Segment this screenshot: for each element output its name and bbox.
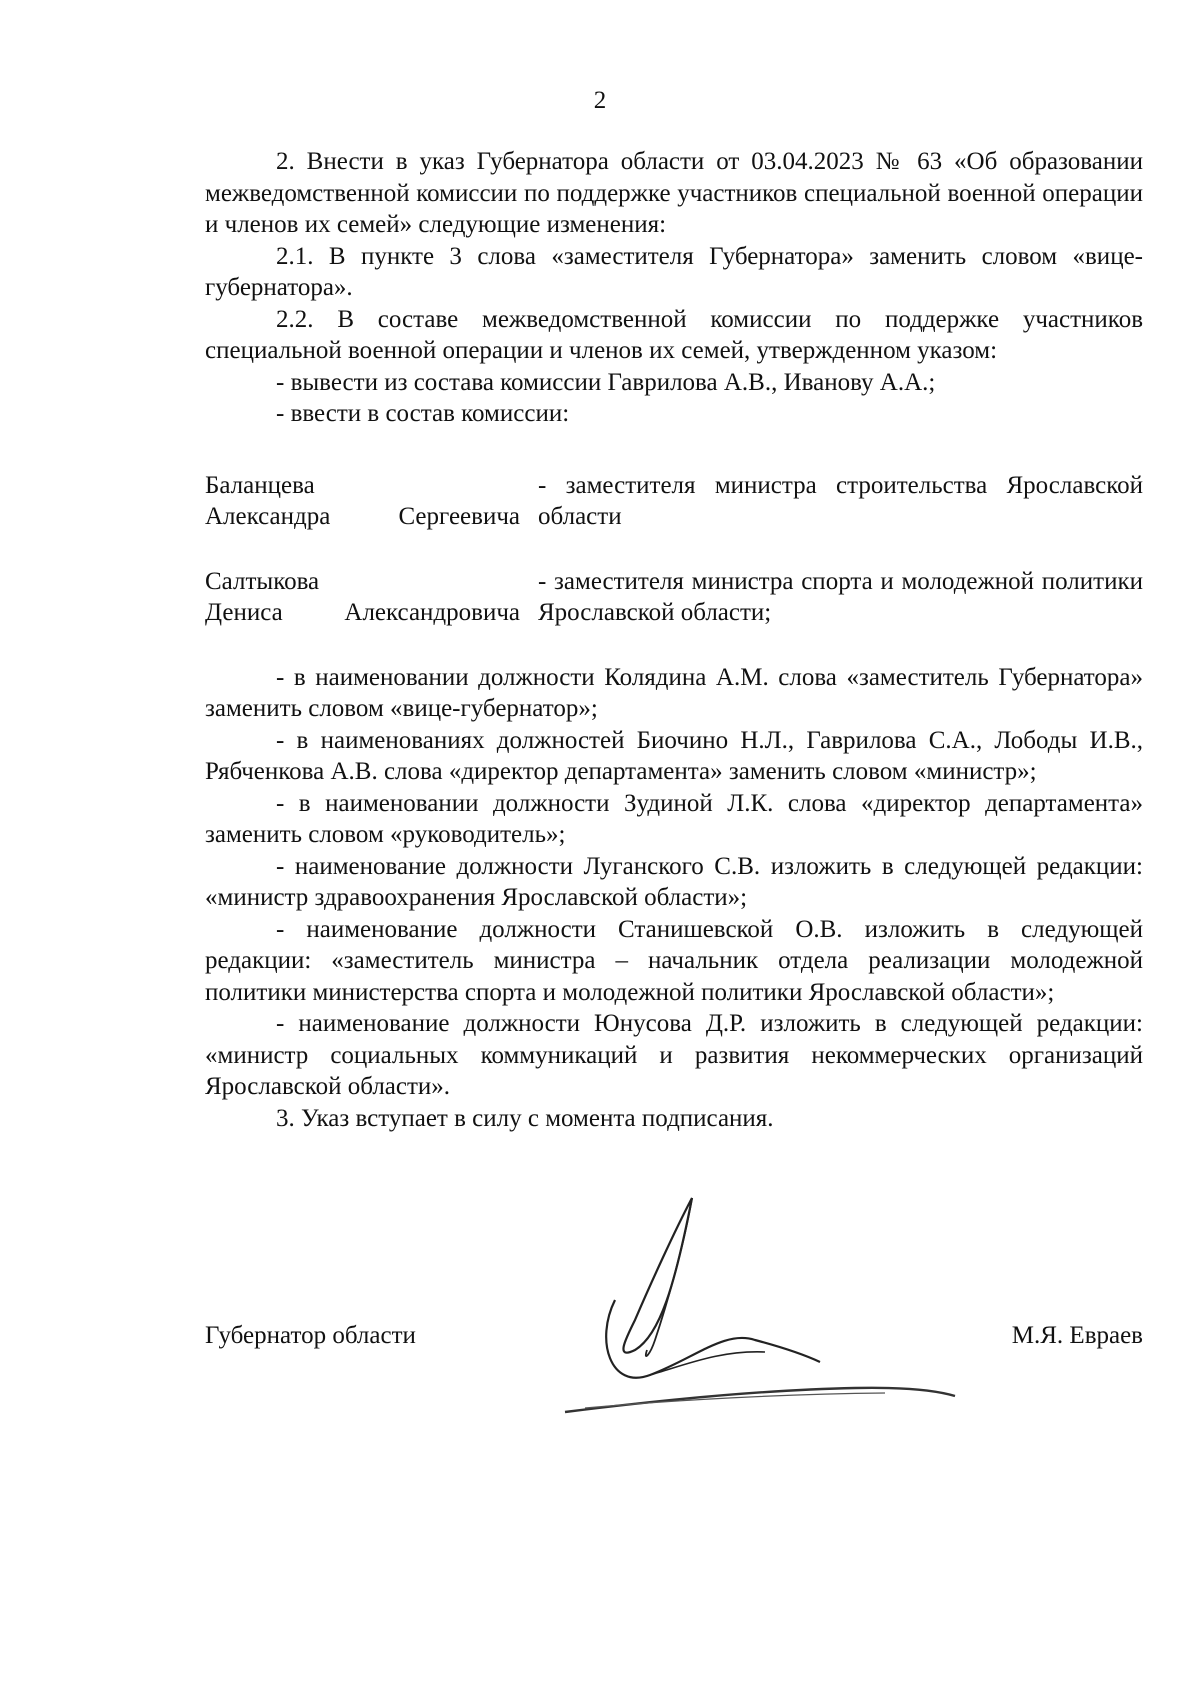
member-given-name: Александра Сергеевича: [205, 503, 520, 530]
member-role: - заместителя министра спорта и молодежной политики Ярославской области;: [538, 567, 1143, 626]
member-given-name: Дениса Александровича: [205, 599, 520, 626]
member-role: - заместителя министра строительства Ярославской области: [538, 471, 1143, 530]
amendment-item: - в наименованиях должностей Биочино Н.Л., Гаврилова С.А., Лободы И.В., Рябченкова А.В. слова «директор департамента» заменить словом «министр»;: [205, 726, 1143, 785]
handwritten-signature: [555, 1190, 995, 1420]
amendment-item: - в наименовании должности Колядина А.М. слова «заместитель Губернатора» заменить словом «вице-губернатор»;: [205, 663, 1143, 722]
paragraph-item-2-2: 2.2. В составе межведомственной комиссии по поддержке участников специальной военной операции и членов их семей, утвержденном указом:: [205, 305, 1143, 364]
member-entry: [205, 470, 1143, 533]
amendment-item: - наименование должности Юнусова Д.Р. изложить в следующей редакции: «министр социальных коммуникаций и развития некоммерческих организаций Ярославской области».: [205, 1010, 1143, 1100]
signatory-title: Губернатор области: [205, 1322, 416, 1349]
amendment-item: - наименование должности Луганского С.В. изложить в следующей редакции: «министр здравоохранения Ярославской области»;: [205, 852, 1143, 911]
member-surname: Салтыкова: [205, 567, 320, 595]
document-body: [205, 146, 1143, 1134]
member-surname: Баланцева: [205, 471, 315, 499]
paragraph-item-2-1: 2.1. В пункте 3 слова «заместителя Губернатора» заменить словом «вице-губернатора».: [205, 242, 1143, 301]
signature-block: [205, 1320, 1143, 1360]
paragraph-item-3: 3. Указ вступает в силу с момента подписания.: [276, 1104, 774, 1132]
paragraph-item-2: 2. Внести в указ Губернатора области от 03.04.2023 № 63 «Об образовании межведомственной комиссии по поддержке участников специальной военной операции и членов их семей» следующие изменения:: [205, 148, 1143, 238]
page-number: 2: [593, 87, 607, 114]
member-entry: [205, 566, 1143, 629]
signatory-name: М.Я. Евраев: [1011, 1322, 1143, 1349]
amendment-item: - в наименовании должности Зудиной Л.К. слова «директор департамента» заменить словом «руководитель»;: [205, 789, 1143, 848]
paragraph-add-members: - ввести в состав комиссии:: [276, 400, 570, 427]
members-list: [205, 470, 1143, 629]
paragraph-remove-members: - вывести из состава комиссии Гаврилова А.В., Иванову А.А.;: [276, 368, 936, 396]
amendment-item: - наименование должности Станишевской О.В. изложить в следующей редакции: «заместитель министра – начальник отдела реализации молодежной политики министерства спорта и молодежной политики Ярославской области»;: [205, 915, 1143, 1006]
member-name: [205, 566, 520, 629]
amendments-list: [205, 662, 1143, 1135]
member-name: [205, 470, 520, 533]
